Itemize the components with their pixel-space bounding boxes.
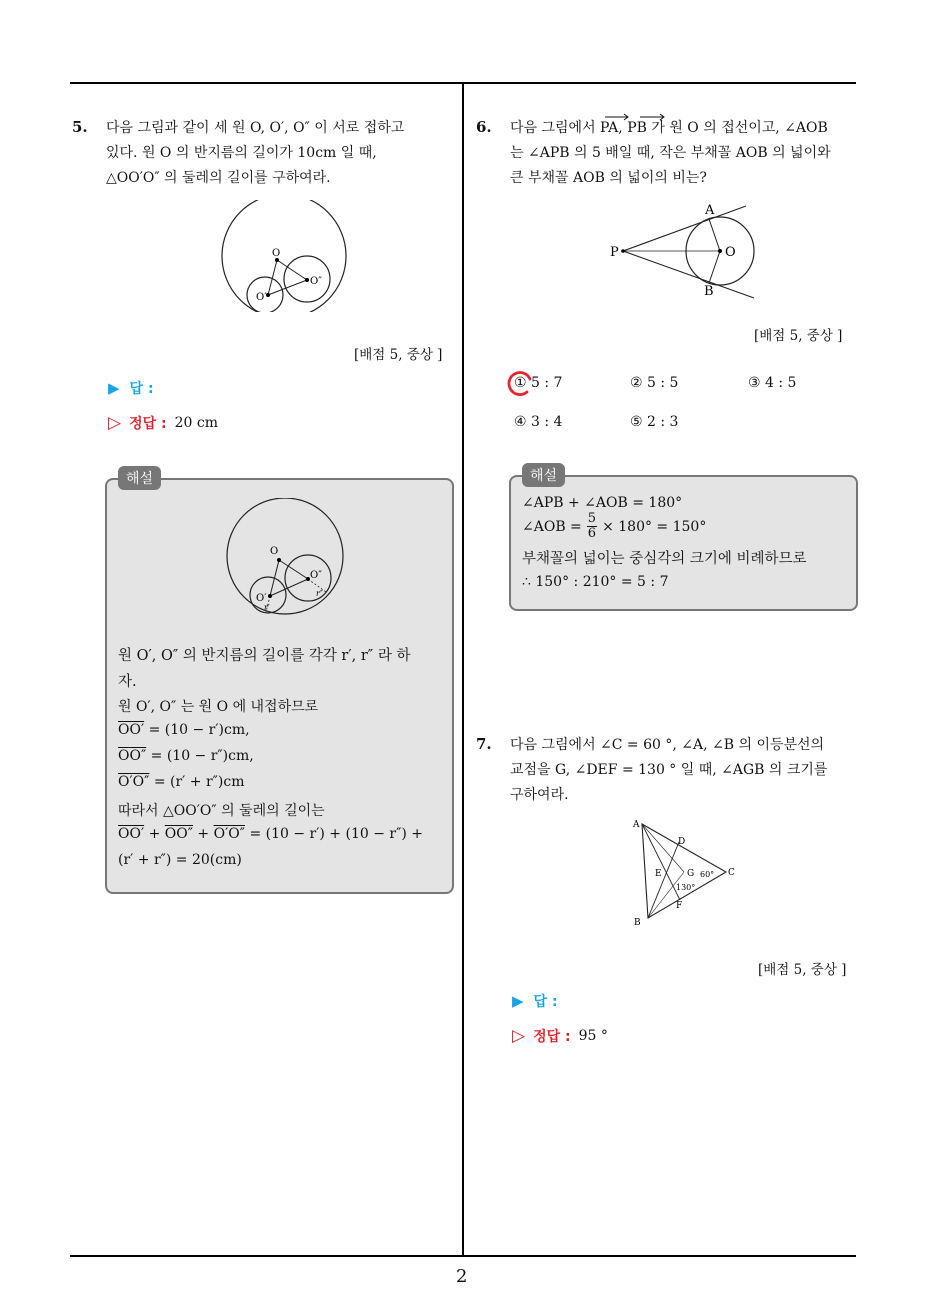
segment-oo2 [277,260,307,280]
circle-o [227,498,343,614]
choice-5[interactable]: ⑤ 2 : 3 [630,414,679,430]
explanation-line: 원 O′, O″ 의 반지름의 길이를 각각 r′, r″ 라 하 [118,648,411,664]
choice-2[interactable]: ② 5 : 5 [630,375,679,391]
explanation-line: ∠APB + ∠AOB = 180° [522,495,683,511]
question-line: 있다. 원 O 의 반지름의 길이가 10cm 일 때, [106,145,377,161]
question-line: 큰 부채꼴 AOB 의 넓이의 비는? [510,170,707,186]
choice-4[interactable]: ④ 3 : 4 [514,414,563,430]
question-7-figure [628,814,740,930]
label-b: B [634,918,641,928]
question-6-points: [배점 5, 중상 ] [754,328,843,344]
question-line: 는 ∠APB 의 5 배일 때, 작은 부채꼴 AOB 의 넓이와 [510,145,831,161]
label-f: F [676,901,683,911]
solution-label: 정답 : [129,416,167,432]
label-r2: r″ [316,589,323,598]
equation-text: × 180° = 150° [602,518,707,535]
explanation-line [522,512,706,541]
explanation-line [118,826,423,842]
play-icon: ▶ [108,379,120,397]
equation-text: = (r′ + r″)cm [153,774,245,790]
label-r1: r′ [264,603,270,612]
segment-label: O′O″ [118,774,150,790]
solution-value: 95 ° [578,1028,608,1044]
question-5-answer-row [108,378,154,398]
question-7-solution-row [512,1026,608,1046]
radius-ob [709,251,720,283]
question-line: △OO′O″ 의 둘레의 길이를 구하여라. [106,170,331,186]
segment-o1o2 [270,579,308,596]
triangle-outline-icon: ▷ [108,413,122,433]
label-a: A [705,203,715,218]
label-c: C [728,868,735,878]
point-o [718,249,722,253]
plus-sign: + [148,826,161,842]
question-5-points: [배점 5, 중상 ] [354,347,443,363]
label-o: O [270,546,279,557]
explanation-line: 부채꼴의 넓이는 중심각의 크기에 비례하므로 [522,551,807,567]
explanation-line [118,748,254,764]
question-5-explanation-figure [218,498,354,616]
radius-oa [709,219,720,251]
question-5-text [106,116,404,191]
column-divider [462,82,464,1256]
question-7-points: [배점 5, 중상 ] [758,962,847,978]
vector-arrows [600,112,670,122]
label-e: E [655,869,662,879]
label-b: B [704,284,714,299]
label-d: D [678,837,686,847]
question-5-solution-row [108,413,218,433]
question-line: 구하여라. [510,787,569,803]
explanation-line [118,722,250,738]
circle-o [222,200,346,312]
question-5-figure [218,200,350,312]
answer-label: 답 : [129,381,154,397]
label-g: G [687,869,695,879]
label-p: P [610,245,619,260]
question-line: 다음 그림에서 PA, PB 가 원 O 의 접선이고, ∠AOB [510,120,828,136]
fraction [587,512,597,541]
equation-text: ∠AOB = [522,518,582,535]
bisector-b [648,842,679,918]
explanation-line [118,774,244,790]
question-5-number: 5. [72,118,88,136]
question-line: 다음 그림에서 ∠C = 60 °, ∠A, ∠B 의 이등분선의 [510,737,825,753]
label-o: O [725,245,736,260]
label-o: O [272,248,281,259]
label-o1: O′ [256,292,267,303]
label-o2: O″ [310,570,322,581]
explanation-line: ∴ 150° : 210° = 5 : 7 [522,574,669,590]
question-6-number: 6. [476,118,492,136]
explanation-line: 따라서 △OO′O″ 의 둘레의 길이는 [118,803,325,819]
plus-sign: + [197,826,210,842]
equation-text: = (10 − r″)cm, [150,748,254,764]
page-number: 2 [456,1266,468,1287]
label-a: A [633,820,640,830]
label-o1: O′ [256,593,267,604]
label-o2: O″ [310,276,322,287]
explanation-line: (r′ + r″) = 20(cm) [118,852,242,868]
explanation-tag: 해설 [522,463,565,487]
question-7-answer-row [512,991,558,1011]
segment-oo1 [270,560,279,596]
point-o1 [266,293,270,297]
question-7-text [510,733,827,808]
segment-label: OO″ [118,748,147,764]
solution-label: 정답 : [533,1029,571,1045]
segment-ag [642,824,684,872]
choice-3[interactable]: ③ 4 : 5 [748,375,797,391]
segment-o1o2 [268,280,307,295]
point-p [621,249,625,253]
point-o1 [268,594,272,598]
label-angle-60: 60° [700,870,715,879]
question-6-figure [606,200,766,304]
play-icon: ▶ [512,992,524,1010]
answer-label: 답 : [533,994,558,1010]
segment-bg [648,872,684,918]
segment-label: OO″ [164,826,193,842]
question-7-number: 7. [476,735,492,753]
question-6-text [510,116,831,191]
segment-oo2 [279,560,308,579]
explanation-line: 자. [118,674,137,690]
fraction-numerator: 5 [587,511,597,526]
question-line: 교점을 G, ∠DEF = 130 ° 일 때, ∠AGB 의 크기를 [510,762,828,778]
fraction-denominator: 6 [587,526,597,541]
segment-label: OO′ [118,722,145,738]
choice-1[interactable]: ① 5 : 7 [514,375,563,391]
explanation-line: 원 O′, O″ 는 원 O 에 내접하므로 [118,699,319,715]
equation-text: = (10 − r′) + (10 − r″) + [249,826,423,842]
question-line: 다음 그림과 같이 세 원 O, O′, O″ 이 서로 접하고 [106,120,405,136]
triangle-outline-icon: ▷ [512,1026,526,1046]
equation-text: = (10 − r′)cm, [148,722,250,738]
solution-value: 20 cm [174,415,218,431]
explanation-tag: 해설 [118,466,161,490]
point-o2 [305,278,309,282]
point-o [277,558,281,562]
bottom-rule [70,1255,856,1257]
segment-label: OO′ [118,826,145,842]
label-angle-130: 130° [676,883,696,892]
segment-label: O′O″ [213,826,245,842]
